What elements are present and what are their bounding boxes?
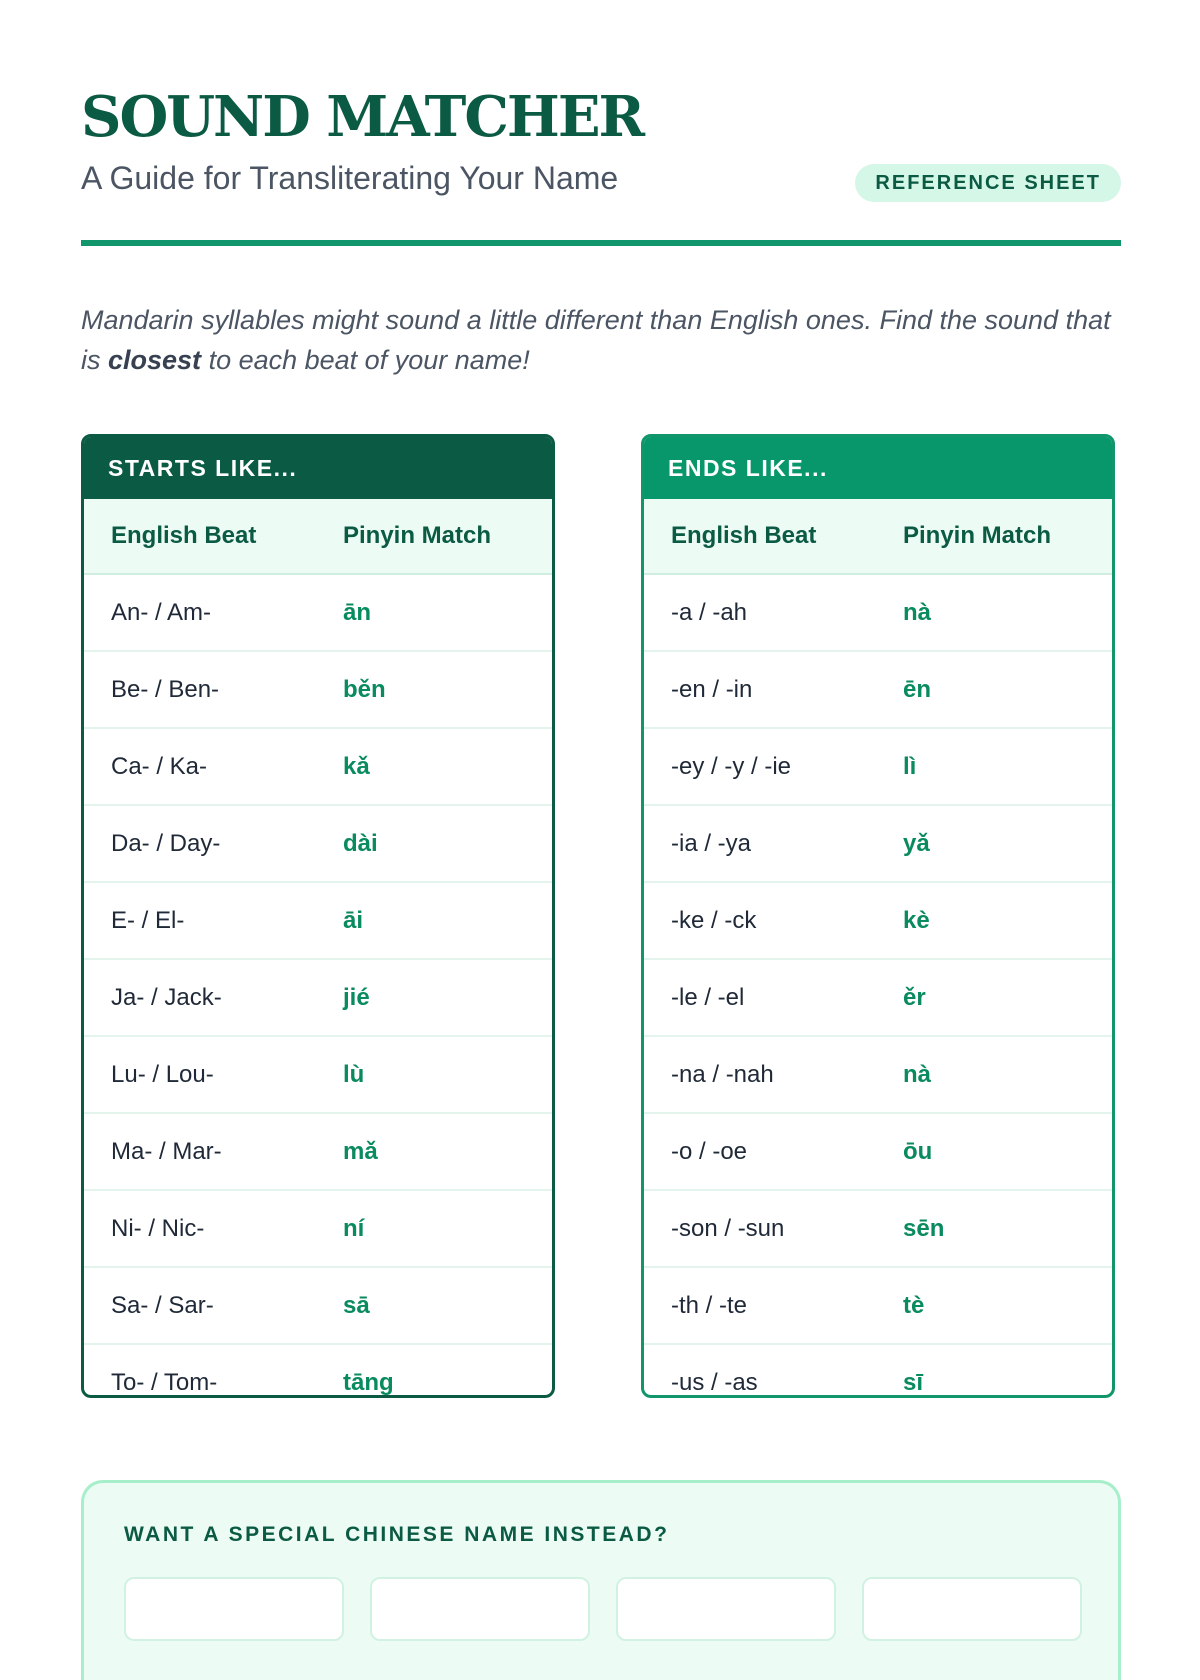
english-beat: -ia / -ya [671,829,752,857]
starts-column-header [84,499,552,575]
english-beat: -a / -ah [671,598,748,626]
table-row [84,960,552,1037]
intro-text-end: to each beat of your name! [201,345,530,375]
page-title: SOUND MATCHER [81,84,644,150]
special-name-heading: WANT A SPECIAL CHINESE NAME INSTEAD? [124,1523,670,1546]
english-beat: -th / -te [671,1291,748,1319]
pinyin-match: ěr [903,983,926,1011]
english-beat: Da- / Day- [111,829,221,857]
english-beat: -le / -el [671,983,745,1011]
pinyin-match: lù [343,1060,365,1088]
english-beat: -na / -nah [671,1060,774,1088]
intro-text [81,300,1121,380]
name-option-card [616,1577,836,1641]
table-row [84,806,552,883]
table-row [644,575,1112,652]
starts-like-table [81,434,555,1398]
pinyin-match: tāng [343,1368,394,1396]
english-beat: -ey / -y / -ie [671,752,792,780]
english-beat: To- / Tom- [111,1368,218,1396]
pinyin-match: nà [903,598,932,626]
table-row [84,1191,552,1268]
pinyin-match: tè [903,1291,925,1319]
table-row [644,960,1112,1037]
table-row [84,652,552,729]
english-beat: Ni- / Nic- [111,1214,205,1242]
name-option-card [370,1577,590,1641]
english-beat: -en / -in [671,675,753,703]
pinyin-match: běn [343,675,386,703]
starts-like-header: STARTS LIKE... [84,437,552,499]
table-row [84,729,552,806]
english-beat: -son / -sun [671,1214,785,1242]
pinyin-match: sī [903,1368,924,1396]
english-beat: E- / El- [111,906,185,934]
pinyin-match: yǎ [903,829,930,857]
pinyin-match: nà [903,1060,932,1088]
page-subtitle: A Guide for Transliterating Your Name [81,160,619,196]
english-beat: Ca- / Ka- [111,752,208,780]
english-beat: -us / -as [671,1368,758,1396]
reference-sheet-badge: REFERENCE SHEET [855,164,1121,202]
english-beat: Sa- / Sar- [111,1291,214,1319]
ends-column-header [644,499,1112,575]
table-row [84,575,552,652]
table-row [644,806,1112,883]
table-row [84,1037,552,1114]
name-option-card [862,1577,1082,1641]
intro-text-start: Mandarin syllables might sound a little different than English ones. Find the sound that is [81,305,1111,375]
table-row [644,652,1112,729]
table-row [644,729,1112,806]
header-divider [81,240,1121,246]
english-beat: Lu- / Lou- [111,1060,214,1088]
pinyin-match: dài [343,829,378,857]
name-option-card [124,1577,344,1641]
special-name-panel [81,1480,1121,1680]
pinyin-match: ní [343,1214,365,1242]
starts-column-pinyin: Pinyin Match [343,522,492,549]
ends-like-table [641,434,1115,1398]
pinyin-match: kǎ [343,752,370,780]
table-row [644,883,1112,960]
ends-column-pinyin: Pinyin Match [903,522,1052,549]
english-beat: An- / Am- [111,598,212,626]
pinyin-match: mǎ [343,1137,378,1165]
english-beat: Ja- / Jack- [111,983,222,1011]
pinyin-match: sēn [903,1214,945,1242]
table-row [84,1268,552,1345]
intro-emphasis: closest [108,345,202,375]
english-beat: Be- / Ben- [111,675,220,703]
starts-column-english: English Beat [111,522,257,549]
english-beat: Ma- / Mar- [111,1137,222,1165]
english-beat: -ke / -ck [671,906,757,934]
pinyin-match: kè [903,906,930,934]
table-row [644,1114,1112,1191]
pinyin-match: ān [343,598,372,626]
table-row [644,1268,1112,1345]
pinyin-match: ēn [903,675,932,703]
table-row [84,1114,552,1191]
pinyin-match: ōu [903,1137,933,1165]
table-row [644,1191,1112,1268]
table-row [84,883,552,960]
english-beat: -o / -oe [671,1137,748,1165]
table-row [644,1037,1112,1114]
ends-like-header: ENDS LIKE... [644,437,1112,499]
pinyin-match: sā [343,1291,370,1319]
ends-column-english: English Beat [671,522,817,549]
table-row [644,1345,1112,1398]
pinyin-match: lì [903,752,917,780]
pinyin-match: jié [343,983,370,1011]
pinyin-match: āi [343,906,364,934]
table-row [84,1345,552,1398]
